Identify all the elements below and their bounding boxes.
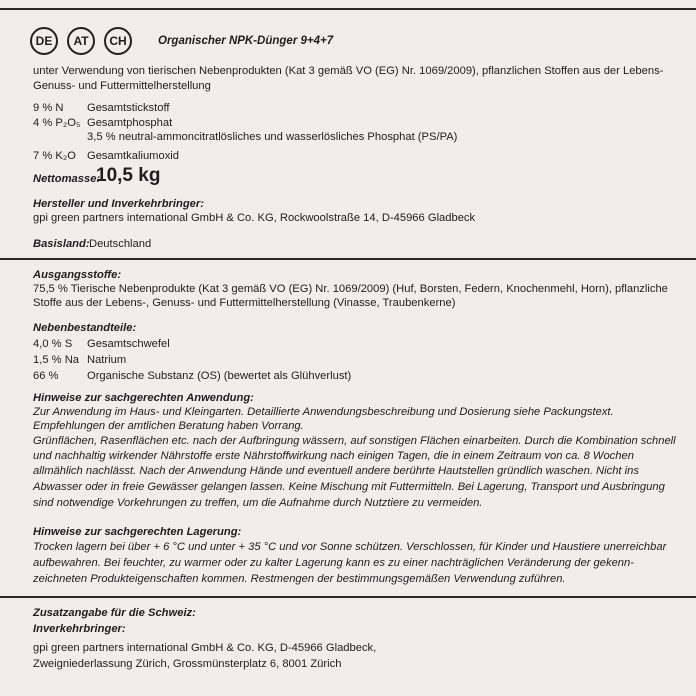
secondary-value-2: 1,5 % Na: [33, 354, 80, 366]
intro-line-2: Genuss- und Futtermittelherstellung: [33, 80, 211, 92]
badge-ch: CH: [104, 27, 132, 55]
secondary-label-1: Gesamtschwefel: [87, 338, 170, 350]
usage-line-1: Zur Anwendung im Haus- und Kleingarten. Detaillierte Anwendungsbeschreibung und Dosierung siehe Packungstext.: [33, 406, 614, 418]
raw-materials-line-2: Stoffe aus der Lebens-, Genuss- und Futtermittelherstellung (Vinasse, Traubenkerne): [33, 297, 456, 309]
secondary-label-2: Natrium: [87, 354, 127, 366]
badge-at: AT: [67, 27, 95, 55]
net-mass-value: 10,5 kg: [96, 165, 161, 186]
swiss-line-1: gpi green partners international GmbH & Co. KG, D-45966 Gladbeck,: [33, 642, 377, 654]
secondary-value-3: 66 %: [33, 370, 59, 382]
top-border: [0, 8, 696, 10]
storage-heading: Hinweise zur sachgerechten Lagerung:: [33, 526, 242, 538]
potassium-value: 7 % K₂O: [33, 150, 76, 162]
phosphate-value: 4 % P₂O₅: [33, 117, 81, 129]
product-title: Organischer NPK-Dünger 9+4+7: [158, 35, 334, 47]
swiss-heading: Zusatzangabe für die Schweiz:: [33, 607, 196, 619]
storage-line-1: Trocken lagern bei über + 6 °C und unter + 35 °C und vor Sonne schützen. Verschlossen, für Kinder und Haustiere unerreichbar: [33, 541, 667, 553]
manufacturer-heading: Hersteller und Inverkehrbringer:: [33, 198, 204, 210]
secondary-label-3: Organische Substanz (OS) (bewertet als Glühverlust): [87, 370, 352, 382]
raw-materials-line-1: 75,5 % Tierische Nebenprodukte (Kat 3 gemäß VO (EG) Nr. 1069/2009) (Huf, Borsten, Federn, Knochenmehl, Horn), pflanzliche: [33, 283, 668, 295]
storage-line-3: zeichneten Produkteigenschaften kommen. Restmengen der bestimmungsgemäßen Verwendung zuführen.: [33, 573, 566, 585]
usage-line-2: Empfehlungen der amtlichen Beratung haben Vorrang.: [33, 420, 304, 432]
usage-line-5: allmählich nachlässt. Nach der Anwendung Hände und eventuell andere berührte Hautstellen gründlich waschen. Nicht ins: [33, 465, 639, 477]
usage-line-4: und nachhaltig wirkender Nährstoffe erste Nährstoffwirkung nach einigen Tagen, die in einem Zeitraum von ca. 8 Wochen: [33, 450, 634, 462]
base-country-value: Deutschland: [89, 238, 152, 250]
badge-de: DE: [30, 27, 58, 55]
secondary-heading: Nebenbestandteile:: [33, 322, 137, 334]
divider-1: [0, 258, 696, 260]
base-country-label: Basisland:: [33, 238, 90, 250]
divider-2: [0, 596, 696, 598]
usage-line-7: sind notwendige Vorkehrungen zu treffen, um die Aufnahme durch Nutztiere zu vermeiden.: [33, 497, 483, 509]
swiss-subheading: Inverkehrbringer:: [33, 623, 126, 635]
raw-materials-heading: Ausgangsstoffe:: [33, 269, 122, 281]
intro-line-1: unter Verwendung von tierischen Nebenprodukten (Kat 3 gemäß VO (EG) Nr. 1069/2009), pflanzlichen Stoffen aus der Lebens-: [33, 65, 664, 77]
usage-line-6: Abwasser oder in freie Gewässer gelangen lassen. Keine Mischung mit Futtermitteln. Bei Lagerung, Transport und Ausbringung: [33, 481, 665, 493]
potassium-label: Gesamtkaliumoxid: [87, 150, 180, 162]
phosphate-label: Gesamtphosphat: [87, 117, 173, 129]
usage-heading: Hinweise zur sachgerechten Anwendung:: [33, 392, 254, 404]
swiss-line-2: Zweigniederlassung Zürich, Grossmünsterplatz 6, 8001 Zürich: [33, 658, 342, 670]
usage-line-3: Grünflächen, Rasenflächen etc. nach der Aufbringung wässern, auf sonstigen Flächen einarbeiten. Durch die Kombination schnell: [33, 435, 676, 447]
nitrogen-label: Gesamtstickstoff: [87, 102, 170, 114]
secondary-value-1: 4,0 % S: [33, 338, 73, 350]
nitrogen-value: 9 % N: [33, 102, 64, 114]
storage-line-2: aufbewahren. Bei feuchter, zu warmer oder zu kalter Lagerung kann es zu einer nachträglichen Veränderung der gekenn-: [33, 557, 634, 569]
net-mass-label: Nettomasse:: [33, 173, 101, 185]
phosphate-detail: 3,5 % neutral-ammoncitratlösliches und wasserlösliches Phosphat (PS/PA): [87, 131, 458, 143]
manufacturer-text: gpi green partners international GmbH & Co. KG, Rockwoolstraße 14, D-45966 Gladbeck: [33, 212, 476, 224]
